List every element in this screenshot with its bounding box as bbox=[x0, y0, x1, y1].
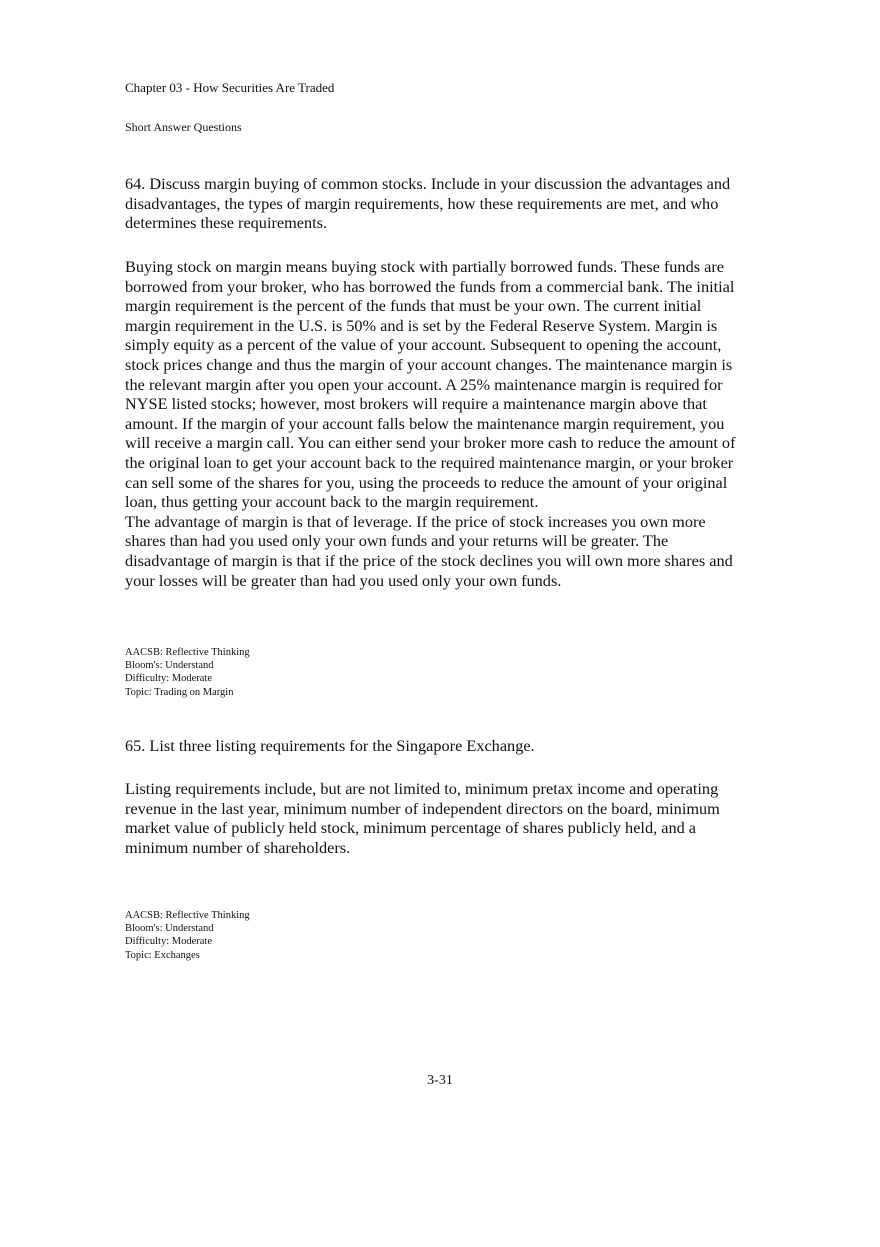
page-number: 3-31 bbox=[427, 1073, 453, 1088]
answer-64-line: NYSE listed stocks; however, most brokers will require a maintenance margin above that bbox=[125, 394, 707, 414]
difficulty-tag: Difficulty: Moderate bbox=[125, 936, 212, 948]
metadata-64 bbox=[125, 646, 250, 699]
answer-64-line: The advantage of margin is that of leverage. If the price of stock increases you own more bbox=[125, 511, 706, 531]
aacsb-tag: AACSB: Reflective Thinking bbox=[125, 647, 250, 658]
chapter-title: Chapter 03 - How Securities Are Traded bbox=[125, 80, 335, 95]
question-64 bbox=[125, 174, 775, 233]
answer-64-line: will receive a margin call. You can either send your broker more cash to reduce the amount of bbox=[125, 433, 736, 453]
section-title: Short Answer Questions bbox=[125, 120, 242, 134]
answer-64-line: loan, thus getting your account back to the margin requirement. bbox=[125, 492, 539, 512]
answer-64-line: the original loan to get your account back to the required maintenance margin, or your broker bbox=[125, 452, 734, 472]
metadata-65 bbox=[125, 909, 250, 962]
answer-64 bbox=[125, 257, 775, 590]
answer-64-line: can sell some of the shares for you, using the proceeds to reduce the amount of your original bbox=[125, 472, 728, 492]
answer-65-line: revenue in the last year, minimum number of independent directors on the board, minimum bbox=[125, 798, 720, 818]
answer-65-line: Listing requirements include, but are not limited to, minimum pretax income and operating bbox=[125, 779, 719, 798]
answer-64-line: Buying stock on margin means buying stock with partially borrowed funds. These funds are bbox=[125, 257, 724, 276]
blooms-tag: Bloom's: Understand bbox=[125, 660, 214, 672]
answer-64-line: your losses will be greater than had you used only your own funds. bbox=[125, 570, 562, 590]
answer-64-line: disadvantage of margin is that if the price of the stock declines you will own more shares and bbox=[125, 550, 733, 570]
difficulty-tag: Difficulty: Moderate bbox=[125, 673, 212, 685]
answer-64-line: simply equity as a percent of the value of your account. Subsequent to opening the account, bbox=[125, 335, 722, 355]
blooms-tag: Bloom's: Understand bbox=[125, 923, 214, 935]
question-64-line: 64. Discuss margin buying of common stocks. Include in your discussion the advantages and bbox=[125, 174, 731, 193]
question-64-line: determines these requirements. bbox=[125, 213, 328, 233]
question-65-line: 65. List three listing requirements for the Singapore Exchange. bbox=[125, 736, 535, 755]
answer-65-line: minimum number of shareholders. bbox=[125, 837, 351, 857]
topic-tag: Topic: Exchanges bbox=[125, 949, 200, 961]
question-65 bbox=[125, 736, 775, 756]
answer-64-line: amount. If the margin of your account falls below the maintenance margin requirement, you bbox=[125, 413, 725, 433]
answer-65-line: market value of publicly held stock, minimum percentage of shares publicly held, and a bbox=[125, 818, 697, 838]
answer-64-line: margin requirement is the percent of the funds that must be your own. The current initial bbox=[125, 296, 702, 316]
question-64-line: disadvantages, the types of margin requirements, how these requirements are met, and who bbox=[125, 193, 719, 213]
answer-64-line: the relevant margin after you open your account. A 25% maintenance margin is required for bbox=[125, 374, 723, 394]
topic-tag: Topic: Trading on Margin bbox=[125, 686, 234, 698]
answer-64-line: margin requirement in the U.S. is 50% and is set by the Federal Reserve System. Margin is bbox=[125, 315, 718, 335]
answer-65 bbox=[125, 779, 775, 857]
answer-64-line: shares than had you used only your own funds and your returns will be greater. The bbox=[125, 531, 669, 551]
answer-64-line: borrowed from your broker, who has borrowed the funds from a commercial bank. The initial bbox=[125, 276, 735, 296]
answer-64-line: stock prices change and thus the margin of your account changes. The maintenance margin is bbox=[125, 354, 733, 374]
aacsb-tag: AACSB: Reflective Thinking bbox=[125, 910, 250, 921]
